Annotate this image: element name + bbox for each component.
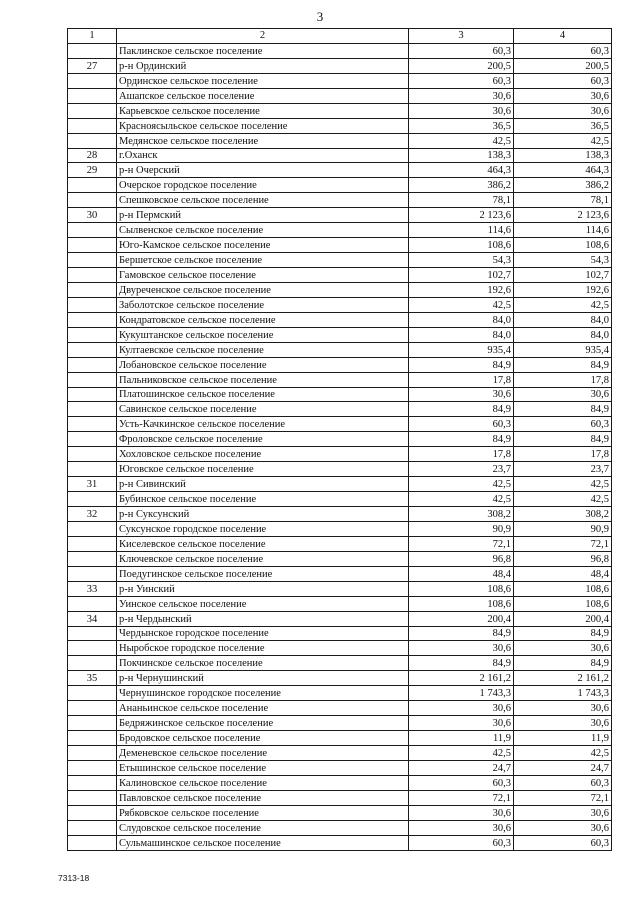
column-3-value-cell: 30,6 [409,103,514,118]
municipality-name-cell: р-н Сивинский [117,477,409,492]
municipality-name-cell: Ананьинское сельское поселение [117,701,409,716]
row-number-cell [68,551,117,566]
column-3-value-cell: 11,9 [409,731,514,746]
municipality-name-cell: Чернушинское городское поселение [117,686,409,701]
column-4-value-cell: 30,6 [514,820,612,835]
municipality-name-cell: Пальниковское сельское поселение [117,372,409,387]
column-3-value-cell: 200,4 [409,611,514,626]
table-row [68,820,612,835]
column-4-value-cell: 42,5 [514,492,612,507]
table-row [68,462,612,477]
municipality-name-cell: Покчинское сельское поселение [117,656,409,671]
column-4-value-cell: 1 743,3 [514,686,612,701]
municipality-name-cell: Очерское городское поселение [117,178,409,193]
row-number-cell [68,342,117,357]
municipality-name-cell: Ключевское сельское поселение [117,551,409,566]
row-number-cell [68,566,117,581]
column-4-value-cell: 30,6 [514,805,612,820]
column-3-value-cell: 78,1 [409,193,514,208]
row-number-cell: 32 [68,507,117,522]
table-row [68,88,612,103]
municipality-name-cell: Ашапское сельское поселение [117,88,409,103]
municipality-name-cell: Суксунское городское поселение [117,521,409,536]
table-row [68,492,612,507]
row-number-cell: 35 [68,671,117,686]
row-number-cell [68,641,117,656]
column-4-value-cell: 386,2 [514,178,612,193]
row-number-cell: 29 [68,163,117,178]
allocation-table [67,28,612,851]
column-4-value-cell: 84,0 [514,312,612,327]
municipality-name-cell: р-н Суксунский [117,507,409,522]
municipality-name-cell: Етышинское сельское поселение [117,760,409,775]
row-number-cell [68,88,117,103]
row-number-cell [68,238,117,253]
column-3-value-cell: 72,1 [409,790,514,805]
header-col-3: 3 [409,29,514,44]
municipality-name-cell: Чердынское городское поселение [117,626,409,641]
table-row [68,417,612,432]
column-4-value-cell: 192,6 [514,282,612,297]
municipality-name-cell: р-н Очерский [117,163,409,178]
table-row [68,447,612,462]
column-4-value-cell: 84,9 [514,402,612,417]
municipality-name-cell: Сылвенское сельское поселение [117,223,409,238]
column-3-value-cell: 84,9 [409,402,514,417]
row-number-cell: 30 [68,208,117,223]
column-3-value-cell: 84,0 [409,327,514,342]
row-number-cell [68,596,117,611]
municipality-name-cell: Киселевское сельское поселение [117,536,409,551]
table-row [68,760,612,775]
table-row [68,432,612,447]
row-number-cell [68,312,117,327]
column-4-value-cell: 60,3 [514,43,612,58]
column-3-value-cell: 84,0 [409,312,514,327]
column-3-value-cell: 42,5 [409,133,514,148]
row-number-cell [68,775,117,790]
column-4-value-cell: 48,4 [514,566,612,581]
municipality-name-cell: Деменевское сельское поселение [117,746,409,761]
table-row [68,790,612,805]
row-number-cell: 31 [68,477,117,492]
column-3-value-cell: 23,7 [409,462,514,477]
row-number-cell [68,447,117,462]
row-number-cell [68,387,117,402]
table-row [68,58,612,73]
column-3-value-cell: 935,4 [409,342,514,357]
column-3-value-cell: 90,9 [409,521,514,536]
municipality-name-cell: Платошинское сельское поселение [117,387,409,402]
column-3-value-cell: 30,6 [409,716,514,731]
municipality-name-cell: Спешковское сельское поселение [117,193,409,208]
column-4-value-cell: 54,3 [514,253,612,268]
table-row [68,402,612,417]
table-row [68,312,612,327]
column-4-value-cell: 30,6 [514,88,612,103]
column-4-value-cell: 11,9 [514,731,612,746]
municipality-name-cell: Кондратовское сельское поселение [117,312,409,327]
table-row [68,641,612,656]
row-number-cell [68,686,117,701]
municipality-name-cell: Заболотское сельское поселение [117,297,409,312]
table-row [68,701,612,716]
column-3-value-cell: 114,6 [409,223,514,238]
municipality-name-cell: Усть-Качкинское сельское поселение [117,417,409,432]
column-4-value-cell: 42,5 [514,133,612,148]
row-number-cell [68,432,117,447]
column-4-value-cell: 108,6 [514,238,612,253]
municipality-name-cell: р-н Чернушинский [117,671,409,686]
table-row [68,805,612,820]
column-3-value-cell: 2 161,2 [409,671,514,686]
municipality-name-cell: г.Оханск [117,148,409,163]
row-number-cell [68,417,117,432]
column-3-value-cell: 84,9 [409,626,514,641]
column-3-value-cell: 60,3 [409,775,514,790]
column-4-value-cell: 90,9 [514,521,612,536]
table-row [68,268,612,283]
column-3-value-cell: 30,6 [409,805,514,820]
column-4-value-cell: 60,3 [514,417,612,432]
column-3-value-cell: 1 743,3 [409,686,514,701]
column-4-value-cell: 78,1 [514,193,612,208]
column-3-value-cell: 84,9 [409,432,514,447]
row-number-cell: 27 [68,58,117,73]
column-3-value-cell: 96,8 [409,551,514,566]
table-row [68,656,612,671]
municipality-name-cell: Калиновское сельское поселение [117,775,409,790]
column-3-value-cell: 2 123,6 [409,208,514,223]
row-number-cell [68,760,117,775]
municipality-name-cell: Бродовское сельское поселение [117,731,409,746]
table-row [68,327,612,342]
table-row [68,746,612,761]
column-4-value-cell: 30,6 [514,641,612,656]
row-number-cell [68,492,117,507]
municipality-name-cell: Бершетское сельское поселение [117,253,409,268]
municipality-name-cell: Култаевское сельское поселение [117,342,409,357]
row-number-cell: 33 [68,581,117,596]
table-row [68,507,612,522]
row-number-cell [68,835,117,850]
row-number-cell [68,193,117,208]
column-3-value-cell: 102,7 [409,268,514,283]
column-4-value-cell: 42,5 [514,297,612,312]
table-row [68,223,612,238]
header-col-1: 1 [68,29,117,44]
column-3-value-cell: 84,9 [409,656,514,671]
column-4-value-cell: 84,9 [514,656,612,671]
column-3-value-cell: 200,5 [409,58,514,73]
column-3-value-cell: 36,5 [409,118,514,133]
table-row [68,521,612,536]
column-3-value-cell: 24,7 [409,760,514,775]
table-row [68,835,612,850]
municipality-name-cell: Кукуштанское сельское поселение [117,327,409,342]
row-number-cell [68,656,117,671]
column-3-value-cell: 60,3 [409,417,514,432]
document-code: 7313-18 [58,873,90,883]
table-row [68,193,612,208]
table-row [68,686,612,701]
column-3-value-cell: 84,9 [409,357,514,372]
table-row [68,73,612,88]
municipality-name-cell: Ординское сельское поселение [117,73,409,88]
column-3-value-cell: 30,6 [409,88,514,103]
column-4-value-cell: 96,8 [514,551,612,566]
column-4-value-cell: 60,3 [514,775,612,790]
column-3-value-cell: 108,6 [409,581,514,596]
column-4-value-cell: 17,8 [514,372,612,387]
municipality-name-cell: Павловское сельское поселение [117,790,409,805]
municipality-name-cell: Юго-Камское сельское поселение [117,238,409,253]
municipality-name-cell: Гамовское сельское поселение [117,268,409,283]
column-4-value-cell: 108,6 [514,581,612,596]
column-4-value-cell: 84,0 [514,327,612,342]
column-4-value-cell: 60,3 [514,73,612,88]
table-row [68,208,612,223]
table-row [68,775,612,790]
table-row [68,103,612,118]
column-4-value-cell: 30,6 [514,387,612,402]
header-col-4: 4 [514,29,612,44]
column-4-value-cell: 308,2 [514,507,612,522]
column-3-value-cell: 464,3 [409,163,514,178]
column-4-value-cell: 24,7 [514,760,612,775]
table-row [68,357,612,372]
column-4-value-cell: 23,7 [514,462,612,477]
column-3-value-cell: 42,5 [409,746,514,761]
column-3-value-cell: 30,6 [409,820,514,835]
municipality-name-cell: Бедряжинское сельское поселение [117,716,409,731]
row-number-cell [68,178,117,193]
row-number-cell [68,282,117,297]
row-number-cell [68,536,117,551]
municipality-name-cell: Лобановское сельское поселение [117,357,409,372]
table-row [68,566,612,581]
table-row [68,118,612,133]
column-3-value-cell: 192,6 [409,282,514,297]
row-number-cell [68,253,117,268]
row-number-cell [68,626,117,641]
column-3-value-cell: 54,3 [409,253,514,268]
row-number-cell [68,521,117,536]
municipality-name-cell: р-н Чердынский [117,611,409,626]
municipality-name-cell: Уинское сельское поселение [117,596,409,611]
table-row [68,282,612,297]
column-4-value-cell: 72,1 [514,536,612,551]
table-row [68,163,612,178]
row-number-cell: 34 [68,611,117,626]
municipality-name-cell: Паклинское сельское поселение [117,43,409,58]
table-row [68,43,612,58]
table-row [68,671,612,686]
column-3-value-cell: 42,5 [409,297,514,312]
column-4-value-cell: 42,5 [514,746,612,761]
column-4-value-cell: 30,6 [514,701,612,716]
table-row [68,596,612,611]
table-row [68,551,612,566]
column-4-value-cell: 60,3 [514,835,612,850]
column-4-value-cell: 114,6 [514,223,612,238]
municipality-name-cell: Рябковское сельское поселение [117,805,409,820]
column-4-value-cell: 17,8 [514,447,612,462]
row-number-cell: 28 [68,148,117,163]
column-3-value-cell: 42,5 [409,477,514,492]
header-col-2: 2 [117,29,409,44]
table-row [68,611,612,626]
column-3-value-cell: 72,1 [409,536,514,551]
municipality-name-cell: Юговское сельское поселение [117,462,409,477]
row-number-cell [68,357,117,372]
row-number-cell [68,462,117,477]
column-4-value-cell: 200,4 [514,611,612,626]
municipality-name-cell: Красноясыльское сельское поселение [117,118,409,133]
column-3-value-cell: 30,6 [409,641,514,656]
column-4-value-cell: 30,6 [514,103,612,118]
column-4-value-cell: 84,9 [514,626,612,641]
row-number-cell [68,746,117,761]
column-3-value-cell: 60,3 [409,43,514,58]
table-row [68,626,612,641]
column-3-value-cell: 17,8 [409,447,514,462]
column-3-value-cell: 48,4 [409,566,514,581]
table-row [68,342,612,357]
row-number-cell [68,790,117,805]
column-4-value-cell: 84,9 [514,357,612,372]
row-number-cell [68,805,117,820]
column-4-value-cell: 138,3 [514,148,612,163]
table-body [68,43,612,850]
column-3-value-cell: 17,8 [409,372,514,387]
row-number-cell [68,297,117,312]
column-4-value-cell: 935,4 [514,342,612,357]
column-3-value-cell: 108,6 [409,238,514,253]
row-number-cell [68,372,117,387]
municipality-name-cell: р-н Уинский [117,581,409,596]
municipality-name-cell: Ныробское городское поселение [117,641,409,656]
row-number-cell [68,268,117,283]
row-number-cell [68,731,117,746]
municipality-name-cell: Слудовское сельское поселение [117,820,409,835]
row-number-cell [68,820,117,835]
municipality-name-cell: Хохловское сельское поселение [117,447,409,462]
column-3-value-cell: 138,3 [409,148,514,163]
row-number-cell [68,103,117,118]
row-number-cell [68,73,117,88]
row-number-cell [68,716,117,731]
column-3-value-cell: 42,5 [409,492,514,507]
column-3-value-cell: 30,6 [409,387,514,402]
table-header-row [68,29,612,44]
table-row [68,178,612,193]
municipality-name-cell: Сульмашинское сельское поселение [117,835,409,850]
table-row [68,238,612,253]
row-number-cell [68,43,117,58]
row-number-cell [68,402,117,417]
row-number-cell [68,223,117,238]
table-row [68,253,612,268]
column-3-value-cell: 30,6 [409,701,514,716]
column-4-value-cell: 2 123,6 [514,208,612,223]
page-number: 3 [316,9,324,24]
table-row [68,477,612,492]
municipality-name-cell: р-н Ординский [117,58,409,73]
column-4-value-cell: 200,5 [514,58,612,73]
municipality-name-cell: Медянское сельское поселение [117,133,409,148]
column-4-value-cell: 30,6 [514,716,612,731]
column-4-value-cell: 108,6 [514,596,612,611]
row-number-cell [68,701,117,716]
column-3-value-cell: 108,6 [409,596,514,611]
municipality-name-cell: Поедугинское сельское поселение [117,566,409,581]
municipality-name-cell: р-н Пермский [117,208,409,223]
table-row [68,297,612,312]
table-row [68,716,612,731]
column-3-value-cell: 308,2 [409,507,514,522]
table-row [68,133,612,148]
column-3-value-cell: 386,2 [409,178,514,193]
table-row [68,581,612,596]
column-4-value-cell: 42,5 [514,477,612,492]
municipality-name-cell: Карьевское сельское поселение [117,103,409,118]
municipality-name-cell: Двуреченское сельское поселение [117,282,409,297]
row-number-cell [68,327,117,342]
table-row [68,148,612,163]
table-row [68,387,612,402]
table-row [68,372,612,387]
row-number-cell [68,118,117,133]
municipality-name-cell: Савинское сельское поселение [117,402,409,417]
table-row [68,536,612,551]
column-4-value-cell: 2 161,2 [514,671,612,686]
column-3-value-cell: 60,3 [409,835,514,850]
row-number-cell [68,133,117,148]
table-row [68,731,612,746]
municipality-name-cell: Бубинское сельское поселение [117,492,409,507]
column-4-value-cell: 102,7 [514,268,612,283]
column-4-value-cell: 464,3 [514,163,612,178]
column-3-value-cell: 60,3 [409,73,514,88]
column-4-value-cell: 72,1 [514,790,612,805]
column-4-value-cell: 84,9 [514,432,612,447]
column-4-value-cell: 36,5 [514,118,612,133]
municipality-name-cell: Фроловское сельское поселение [117,432,409,447]
